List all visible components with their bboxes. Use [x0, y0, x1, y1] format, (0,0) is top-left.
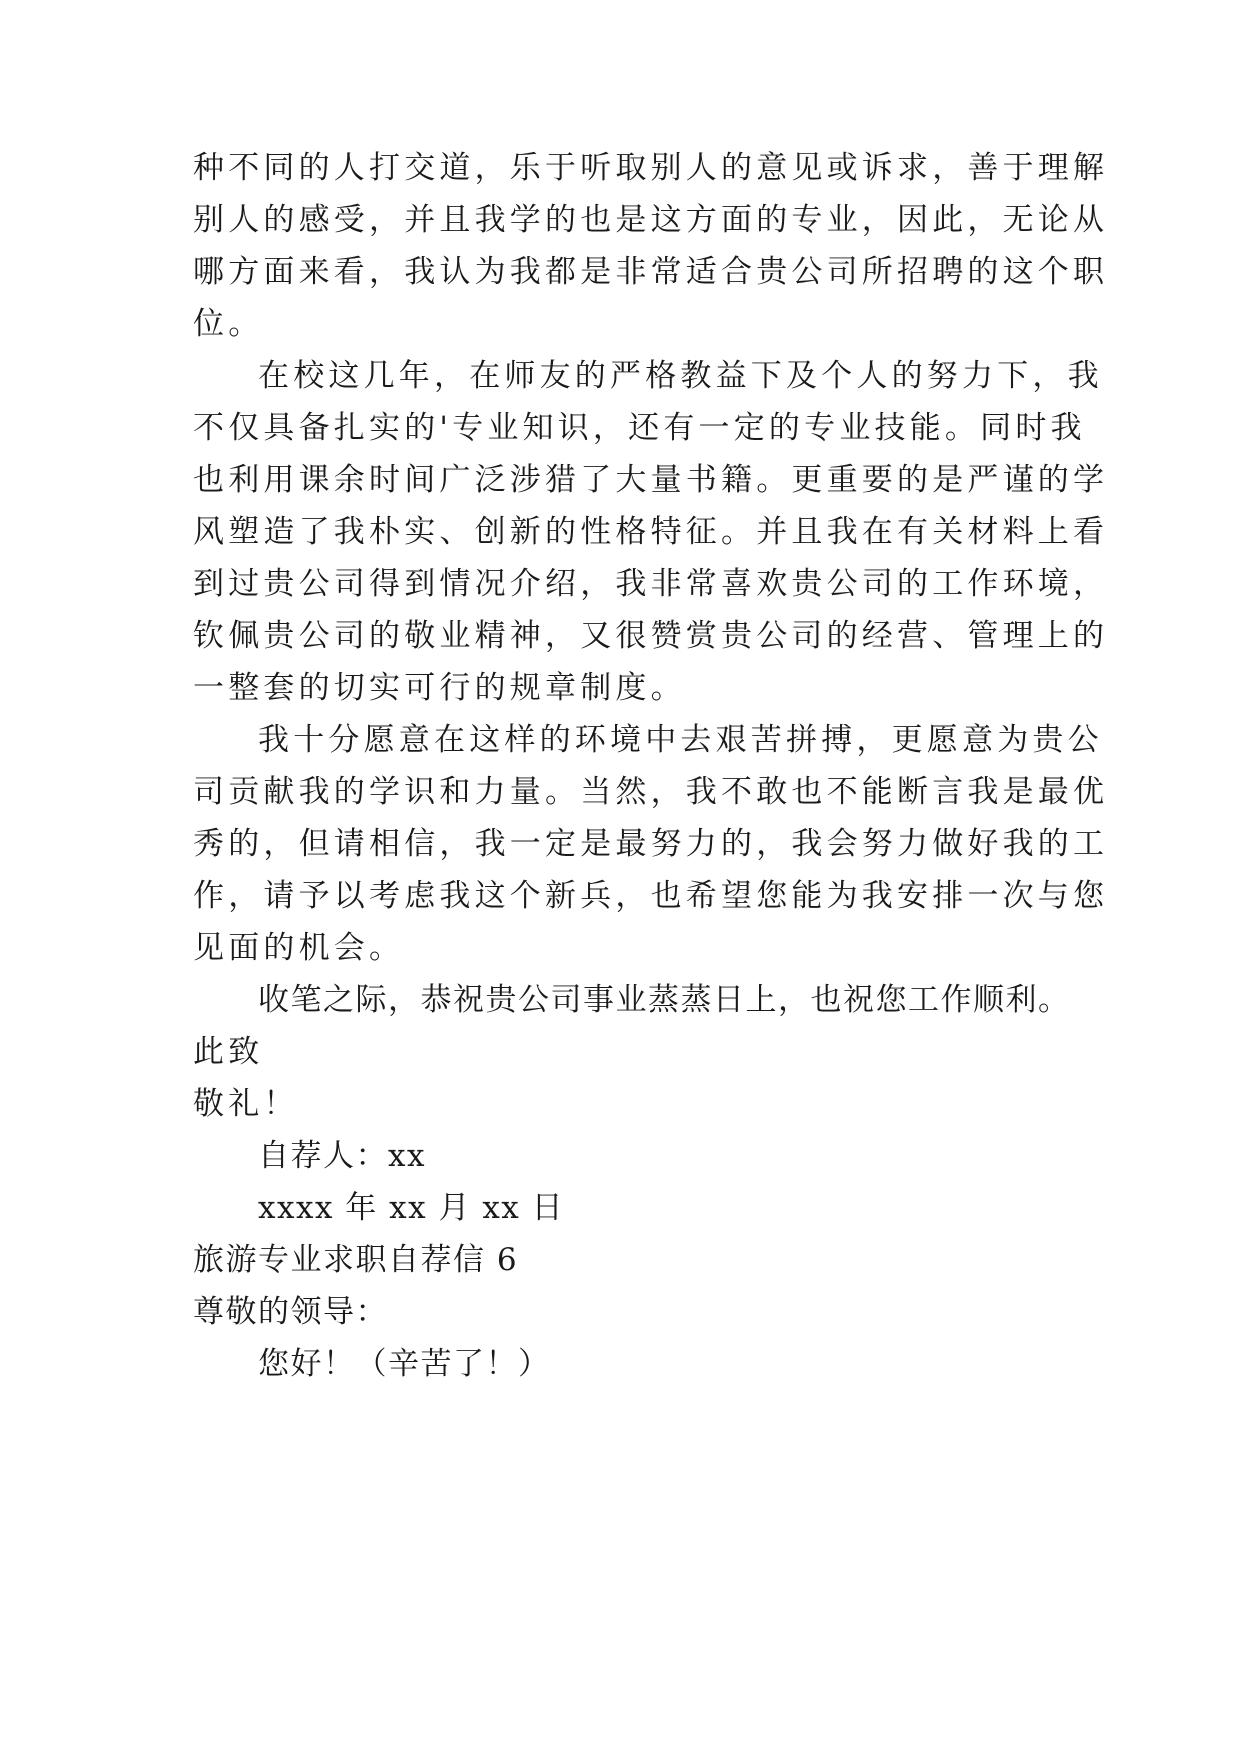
body-text-line: 秀的，但请相信，我一定是最努力的，我会努力做好我的工: [193, 826, 1109, 862]
date-line: xxxx 年 xx 月 xx 日: [258, 1190, 565, 1226]
body-text-line: 到过贵公司得到情况介绍，我非常喜欢贵公司的工作环境，: [193, 566, 1109, 602]
body-text-line: 钦佩贵公司的敬业精神，又很赞赏贵公司的经营、管理上的: [193, 618, 1109, 654]
section-title: 旅游专业求职自荐信 6: [193, 1242, 519, 1278]
body-text-line: 种不同的人打交道，乐于听取别人的意见或诉求，善于理解: [193, 150, 1109, 186]
greeting-recipient: 尊敬的领导：: [193, 1294, 388, 1330]
body-text-line: 我十分愿意在这样的环境中去艰苦拼搏，更愿意为贵公: [258, 722, 1103, 758]
closing-line: 收笔之际，恭祝贵公司事业蒸蒸日上，也祝您工作顺利。: [258, 982, 1071, 1018]
body-text-line: 不仅具备扎实的'专业知识，还有一定的专业技能。同时我: [193, 410, 1086, 446]
body-text-line: 见面的机会。: [193, 930, 405, 966]
body-text-line: 在校这几年，在师友的严格教益下及个人的努力下，我: [258, 358, 1103, 394]
body-text-line: 一整套的切实可行的规章制度。: [193, 670, 686, 706]
body-text-line: 也利用课余时间广泛涉猎了大量书籍。更重要的是严谨的学: [193, 462, 1109, 498]
body-text-line: 哪方面来看，我认为我都是非常适合贵公司所招聘的这个职: [193, 254, 1109, 290]
salutation-line: 此致: [193, 1034, 264, 1070]
body-text-line: 风塑造了我朴实、创新的性格特征。并且我在有关材料上看: [193, 514, 1109, 550]
signature-line: 自荐人：xx: [258, 1138, 426, 1174]
body-text-line: 位。: [193, 306, 264, 342]
salutation-line: 敬礼！: [193, 1086, 299, 1122]
greeting-line: 您好！（辛苦了！）: [258, 1346, 551, 1382]
body-text-line: 作，请予以考虑我这个新兵，也希望您能为我安排一次与您: [193, 878, 1109, 914]
body-text-line: 别人的感受，并且我学的也是这方面的专业，因此，无论从: [193, 202, 1109, 238]
body-text-line: 司贡献我的学识和力量。当然，我不敢也不能断言我是最优: [193, 774, 1109, 810]
